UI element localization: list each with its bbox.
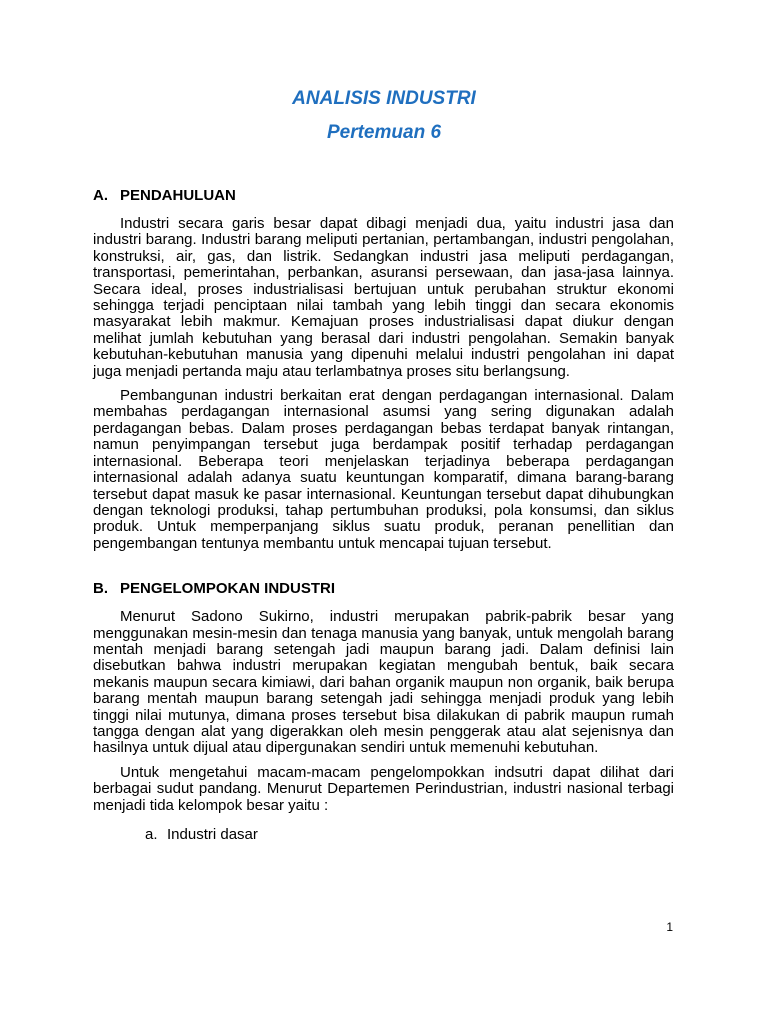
- section-heading-b: [93, 579, 674, 599]
- document-subtitle: Pertemuan 6: [326, 122, 442, 143]
- paragraph: Untuk mengetahui macam-macam pengelompokkan indsutri dapat dilihat dari berbagai sudut pandang. Menurut Departemen Perindustrian, industri nasional terbagi menjadi tida kelompok besar yaitu :: [93, 763, 674, 814]
- list-item-text: Industri dasar: [167, 826, 258, 843]
- document-title: ANALISIS INDUSTRI: [292, 88, 476, 109]
- section-title: PENDAHULUAN: [120, 187, 236, 204]
- document-body: [93, 186, 674, 844]
- section-letter: B.: [93, 580, 108, 598]
- section-heading-a: [93, 186, 674, 206]
- list-marker: a.: [145, 826, 158, 843]
- paragraph: Pembangunan industri berkaitan erat dengan perdagangan internasional. Dalam membahas perdagangan internasional asumsi yang sering digunakan adalah perdagangan bebas. Dalam proses perdagangan bebas terdapat banyak rintangan, namun penyimpangan tersebut juga berdampak positif terhadap perdagangan internasional. Beberapa teori menjelaskan terjadinya beberapa perdagangan internasional adalah adanya suatu keuntungan komparatif, dimana barang-barang tersebut dapat masuk ke pasar internasional. Keuntungan tersebut dapat dihubungkan dengan teknologi produksi, tahap pertumbuhan produksi, pola konsumsi, dan siklus produk. Untuk memperpanjang siklus suatu produk, peranan penellitian dan pengembangan tentunya membantu untuk mencapai tujuan tersebut.: [93, 387, 674, 552]
- section-title: PENGELOMPOKAN INDUSTRI: [120, 580, 336, 598]
- paragraph: Industri secara garis besar dapat dibagi menjadi dua, yaitu industri jasa dan industri barang. Industri barang meliputi pertanian, pertambangan, industri pengolahan, konstruksi, air, gas, dan listrik. Sedangkan industri jasa meliputi perdagangan, transportasi, pemerintahan, perbankan, asuransi persewaan, dan jasa-jasa lainnya. Secara ideal, proses industrialisasi bertujuan untuk perubahan struktur ekonomi sehingga terjadi penciptaan nilai tambah yang lebih tinggi dan secara ekonomis masyarakat lebih makmur. Kemajuan proses industrialisasi dapat diukur dengan melihat jumlah kebutuhan yang berasal dari industri pengolahan. Semakin banyak kebutuhan-kebutuhan manusia yang dipenuhi melalui industri pengolahan ini dapat juga menjadi pertanda maju atau terlambatnya proses situ berlangsung.: [93, 215, 674, 380]
- list-item: [145, 826, 674, 844]
- page-number: 1: [666, 920, 673, 934]
- section-letter: A.: [93, 187, 108, 204]
- paragraph: Menurut Sadono Sukirno, industri merupakan pabrik-pabrik besar yang menggunakan mesin-mesin dan tenaga manusia yang banyak, untuk mengolah barang mentah menjadi barang setengah jadi maupun barang jadi. Dalam definisi lain disebutkan bahwa industri merupakan kegiatan mengubah bentuk, baik secara mekanis maupun secara kimiawi, dari bahan organik maupun non organik, baik berupa barang mentah maupun barang setengah jadi sehingga menjadi produk yang lebih tinggi nilai mutunya, dimana proses tersebut bisa dilakukan di pabrik maupun rumah tangga dengan alat yang digerakkan oleh mesin penggerak atau alat sejenisnya dan hasilnya untuk dijual atau dipergunakan sendiri untuk memenuhi kebutuhan.: [93, 608, 674, 757]
